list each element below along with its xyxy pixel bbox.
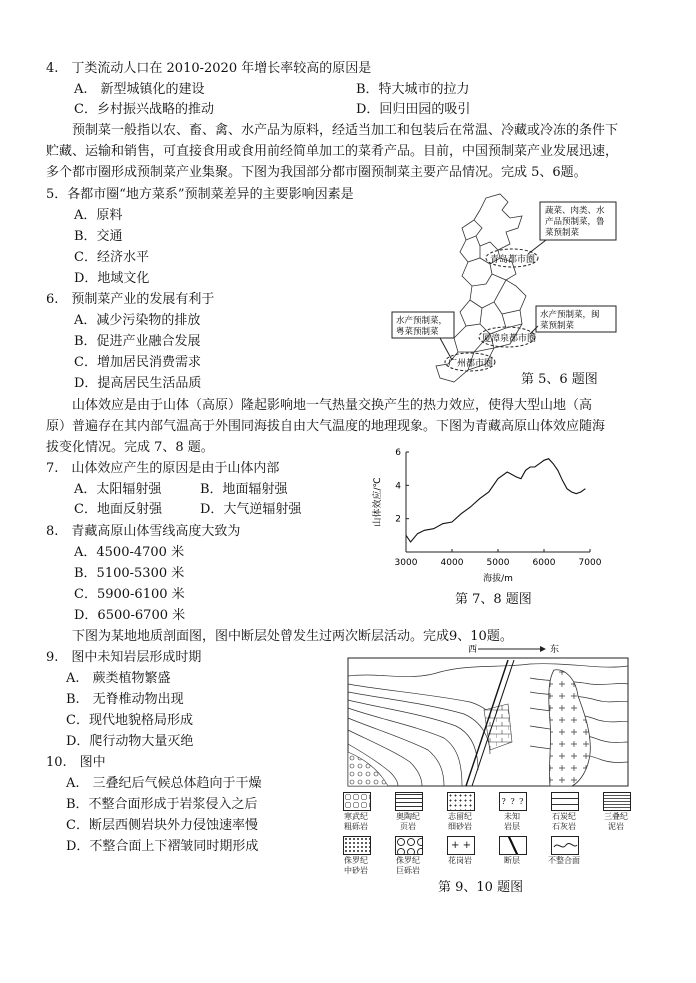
q8-option-d[interactable]: D．6500-6700 米: [74, 608, 186, 623]
q8-stem: 8. 青藏高原山体雪线高度大致为: [46, 524, 241, 539]
q7-option-d[interactable]: D．大气逆辐射强: [200, 502, 302, 517]
legend-label-fault: 断层: [504, 856, 520, 865]
legend-label-unconformity: 不整合面: [548, 856, 580, 865]
geo-caption: 第 9、10 题图: [438, 880, 524, 895]
intro-56-line3: 多个都市圈形成预制菜产业集聚。下图为我国部分都市圈预制菜主要产品情况。完成 5、6题。: [46, 165, 587, 180]
q9-option-c[interactable]: C．现代地貌格局形成: [66, 713, 193, 728]
legend-label-carboniferous: 石炭纪 石灰岩: [552, 812, 576, 831]
intro-56-line2: 贮藏、运输和销售，可直接食用或食用前经简单加工的菜肴产品。目前，中国预制菜产业发展迅速，: [46, 144, 619, 159]
callout-3-line: 水产预制菜，闽: [540, 310, 600, 320]
legend-swatch-ordovician: [395, 792, 423, 811]
q10-stem: 10. 图中: [46, 755, 106, 770]
direction-west-label: 西: [468, 645, 478, 655]
x-tick-label: 3000: [394, 558, 418, 568]
q6-option-c[interactable]: C．增加居民消费需求: [74, 355, 201, 370]
intro-56-line1: 预制菜一般指以农、畜、禽、水产品为原料，经适当加工和包装后在常温、冷藏或冷冻的条件下: [46, 123, 619, 138]
legend-swatch-granite: + +: [447, 836, 475, 855]
city-label-xiamen: 厦漳泉都市圈: [482, 334, 537, 344]
intro-78-line3: 拔变化情况。完成 7、8 题。: [46, 440, 214, 455]
q6-stem: 6. 预制菜产业的发展有利于: [46, 292, 215, 307]
x-tick-label: 4000: [440, 558, 464, 568]
legend-swatch-triassic: [603, 792, 631, 811]
q4-option-a[interactable]: A. 新型城镇化的建设: [74, 82, 205, 97]
q4-option-b[interactable]: B．特大城市的拉力: [356, 82, 470, 97]
map-region: [462, 262, 492, 286]
q9-option-a[interactable]: A. 蕨类植物繁盛: [66, 671, 171, 686]
legend-label-silurian: 志留纪 细砂岩: [448, 812, 472, 831]
chart-caption: 第 7、8 题图: [455, 592, 532, 607]
x-tick-label: 7000: [578, 558, 602, 568]
q7-stem: 7. 山体效应产生的原因是由于山体内部: [46, 461, 280, 476]
legend-swatch-carboniferous: [551, 792, 579, 811]
q8-option-a[interactable]: A．4500-4700 米: [74, 545, 185, 560]
legend-swatch-fault: [499, 836, 527, 855]
legend-label-jurassic-conglomerate: 侏罗纪 巨砾岩: [396, 856, 420, 875]
y-axis-label: 山体效应/℃: [373, 477, 383, 527]
coastal-map: [390, 188, 620, 388]
legend-label-unknown: 未知 岩层: [504, 812, 520, 831]
map-region: [462, 220, 476, 240]
callout-3-line: 菜预制菜: [540, 321, 575, 331]
legend-swatch-silurian: [447, 792, 475, 811]
q10-option-d[interactable]: D．不整合面上下褶皱同时期形成: [66, 839, 259, 854]
callout-2-line: 粤菜预制菜: [396, 327, 439, 337]
map-region: [494, 280, 526, 314]
legend-swatch-unknown: ? ? ?: [499, 792, 527, 811]
x-tick-label: 5000: [486, 558, 510, 568]
direction-arrowhead: [540, 646, 546, 652]
q4-option-c[interactable]: C．乡村振兴战略的推动: [74, 102, 214, 117]
q10-option-b[interactable]: B．不整合面形成于岩浆侵入之后: [66, 797, 258, 812]
q6-option-b[interactable]: B．促进产业融合发展: [74, 334, 201, 349]
callout-2-line: 水产预制菜，: [396, 316, 448, 326]
series-line: [406, 459, 585, 542]
q9-option-d[interactable]: D．爬行动物大量灭绝: [66, 734, 194, 749]
q10-option-c[interactable]: C．断层西侧岩块外力侵蚀速率慢: [66, 818, 258, 833]
legend-swatch-cambrian: [343, 792, 371, 811]
intro-78-line1: 山体效应是由于山体（高原）隆起影响地一气热量交换产生的热力效应，使得大型山地（高: [46, 398, 593, 413]
map-region: [460, 300, 482, 326]
map-region: [470, 280, 506, 308]
q10-option-a[interactable]: A. 三叠纪后气候总体趋向于干燥: [66, 776, 262, 791]
legend-swatch-jurassic-sandstone: [343, 836, 371, 855]
mountain-effect-chart: [366, 444, 606, 584]
q5-option-b[interactable]: B．交通: [74, 229, 123, 244]
q5-option-c[interactable]: C．经济水平: [74, 250, 149, 265]
x-axis-label: 海拔/m: [483, 574, 513, 584]
callout-1-line: 蔬菜、肉类、水: [545, 206, 605, 216]
y-tick-label: 4: [395, 481, 401, 492]
callout-pointer-2: [440, 338, 452, 360]
unconformity-wave-icon: [552, 837, 578, 854]
legend-label-jurassic-sandstone: 侏罗纪 中砂岩: [344, 856, 368, 875]
legend-label-cambrian: 寒武纪 粗砾岩: [344, 812, 368, 831]
q4-option-d[interactable]: D．回归田园的吸引: [356, 102, 471, 117]
callout-1-line: 产品预制菜，鲁: [545, 217, 605, 227]
direction-east-label: 东: [550, 645, 560, 655]
intro-910: 下图为某地地质剖面图，图中断层处曾发生过两次断层活动。完成9、10题。: [46, 629, 513, 644]
q6-option-d[interactable]: D．提高居民生活品质: [74, 376, 202, 391]
q6-option-a[interactable]: A．减少污染物的排放: [74, 313, 201, 328]
y-tick-label: 2: [395, 514, 401, 525]
q5-option-a[interactable]: A．原料: [74, 208, 123, 223]
q4-stem: 4. 丁类流动人口在 2010-2020 年增长率较高的原因是: [46, 61, 372, 76]
city-label-guangzhou: 广州都市圈: [448, 359, 494, 369]
geologic-cross-section: [340, 642, 640, 792]
q7-option-a[interactable]: A．太阳辐射强: [74, 482, 162, 497]
map-region: [474, 194, 522, 250]
legend-swatch-jurassic-conglomerate: [395, 836, 423, 855]
x-tick-label: 6000: [532, 558, 556, 568]
legend-label-triassic: 三叠纪 泥岩: [604, 812, 628, 831]
intro-78-line2: 原）普遍存在其内部气温高于外围同海拔自由大气温度的地理现象。下图为青藏高原山体效应随海: [46, 419, 606, 434]
map-caption: 第 5、6 题图: [521, 372, 598, 387]
q9-stem: 9. 图中未知岩层形成时期: [46, 650, 202, 665]
y-tick-label: 6: [395, 448, 401, 458]
city-label-qingdao: 青岛都市圈: [490, 255, 536, 265]
callout-1-line: 菜预制菜: [545, 228, 580, 238]
q8-option-c[interactable]: C．5900-6100 米: [74, 587, 185, 602]
q7-option-c[interactable]: C．地面反射强: [74, 502, 162, 517]
legend-swatch-unconformity: [551, 836, 579, 855]
q5-stem: 5．各都市圈“地方菜系”预制菜差异的主要影响因素是: [46, 187, 354, 202]
callout-pointer-1: [528, 240, 546, 254]
q9-option-b[interactable]: B. 无脊椎动物出现: [66, 692, 184, 707]
q8-option-b[interactable]: B．5100-5300 米: [74, 566, 185, 581]
q5-option-d[interactable]: D．地域文化: [74, 271, 150, 286]
q7-option-b[interactable]: B．地面辐射强: [200, 482, 288, 497]
legend-label-granite: 花岗岩: [448, 856, 472, 865]
legend-label-ordovician: 奥陶纪 页岩: [396, 812, 420, 831]
